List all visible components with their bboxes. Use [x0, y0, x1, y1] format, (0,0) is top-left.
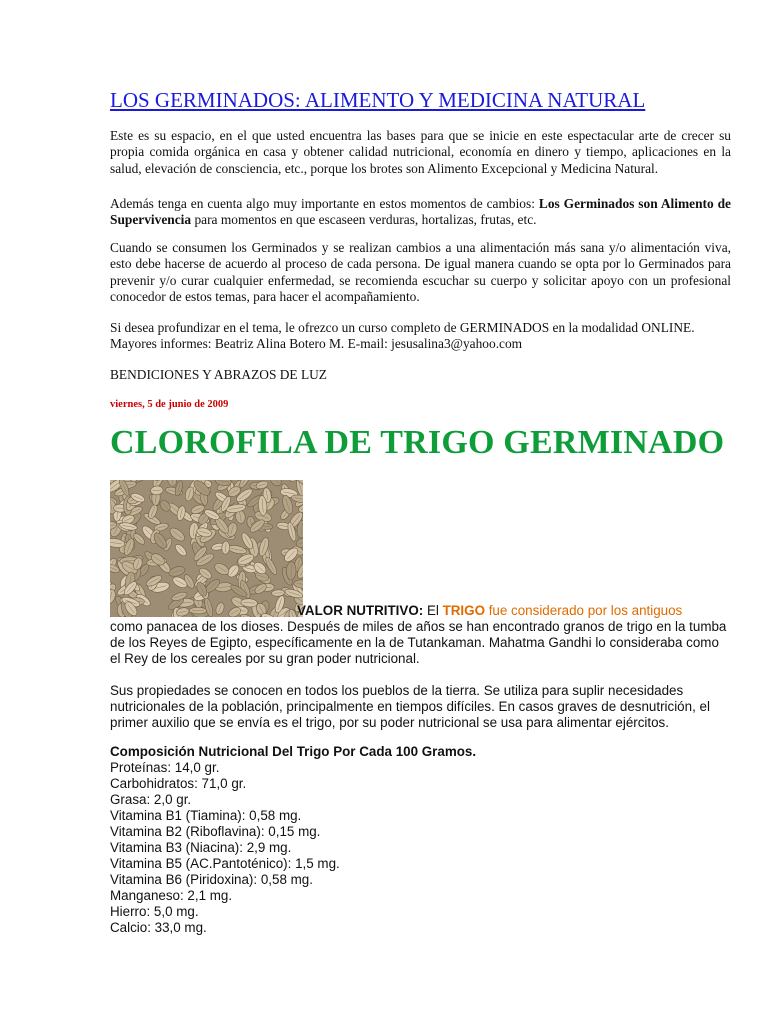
- blessing-text: BENDICIONES Y ABRAZOS DE LUZ: [110, 367, 327, 382]
- intro-paragraph-4: [110, 320, 731, 353]
- composition-item: Vitamina B5 (AC.Pantoténico): 1,5 mg.: [110, 856, 340, 871]
- intro-p2-start: Además tenga en cuenta algo muy importante en estos momentos de cambios:: [110, 196, 539, 211]
- valor-body-text: como panacea de los dioses. Después de miles de años se han encontrado granos de trigo en la tumba de los Reyes de Egipto, específicamente en la de Tutankaman. Mahatma Gandhi lo consideraba como el Rey de los cereales por su gran poder nutricional.: [110, 619, 727, 666]
- valor-first-line: [110, 603, 731, 619]
- valor-orange-text: fue considerado por los antiguos: [484, 603, 683, 618]
- composition-item: Hierro: 5,0 mg.: [110, 904, 199, 919]
- valor-nutritivo-section: [110, 603, 731, 667]
- post-date: viernes, 5 de junio de 2009: [110, 399, 229, 410]
- composition-list: [110, 760, 731, 936]
- valor-el: El: [423, 603, 443, 618]
- course-offer-text: Si desea profundizar en el tema, le ofrezco un curso completo de GERMINADOS en la modalidad ONLINE.: [110, 320, 695, 335]
- composition-item: Proteínas: 14,0 gr.: [110, 760, 220, 775]
- composition-item: Grasa: 2,0 gr.: [110, 792, 192, 807]
- intro-p2-end: para momentos en que escaseen verduras, hortalizas, frutas, etc.: [191, 212, 537, 228]
- composition-item: Vitamina B6 (Piridoxina): 0,58 mg.: [110, 872, 313, 887]
- intro-paragraph-2: [110, 196, 731, 229]
- composition-item: Calcio: 33,0 mg.: [110, 920, 207, 935]
- composition-item: Carbohidratos: 71,0 gr.: [110, 776, 247, 791]
- composition-item: Vitamina B3 (Niacina): 2,9 mg.: [110, 840, 292, 855]
- wheat-grains-photo: [110, 480, 303, 617]
- composition-item: Vitamina B2 (Riboflavina): 0,15 mg.: [110, 824, 321, 839]
- intro-p2-bold: Los Germinados son Alimento de Supervivencia: [110, 196, 732, 228]
- post-heading: CLOROFILA DE TRIGO GERMINADO: [110, 424, 725, 461]
- composition-section: [110, 744, 731, 936]
- intro-paragraph-1: Este es su espacio, en el que usted encuentra las bases para que se inicie en este espectacular arte de crecer su propia comida orgánica en casa y obtener calidad nutricional, economía en dinero y tiempo, aplicaciones en la salud, elevación de consciencia, etc., porque los brotes son Alimento Excepcional y Medicina Natural.: [110, 128, 731, 176]
- valor-label: VALOR NUTRITIVO:: [297, 603, 424, 618]
- composition-title: Composición Nutricional Del Trigo Por Cada 100 Gramos.: [110, 744, 477, 759]
- page-title-link[interactable]: LOS GERMINADOS: ALIMENTO Y MEDICINA NATURAL: [110, 88, 646, 112]
- composition-item: Vitamina B1 (Tiamina): 0,58 mg.: [110, 808, 302, 823]
- composition-item: Manganeso: 2,1 mg.: [110, 888, 233, 903]
- contact-info-text: Mayores informes: Beatriz Alina Botero M. E-mail: jesusalina3@yahoo.com: [110, 336, 523, 352]
- intro-paragraph-3: Cuando se consumen los Germinados y se realizan cambios a una alimentación más sana y/o alimentación viva, esto debe hacerse de acuerdo al proceso de cada persona. De igual manera cuando se opta por lo Germinados para prevenir y/o curar cualquier enfermedad, se recomienda escuchar su cuerpo y solicitar apoyo con un profesional conocedor de estos temas, para hacer el acompañamiento.: [110, 240, 731, 304]
- valor-trigo: TRIGO: [442, 603, 485, 618]
- propiedades-paragraph: Sus propiedades se conocen en todos los pueblos de la tierra. Se utiliza para suplir necesidades nutricionales de la población, principalmente en tiempos difíciles. En casos graves de desnutrición, el primer auxilio que se envía es el trigo, por su poder nutricional se usa para alimentar ejércitos.: [110, 683, 710, 730]
- wheat-grains-icon: [110, 480, 303, 617]
